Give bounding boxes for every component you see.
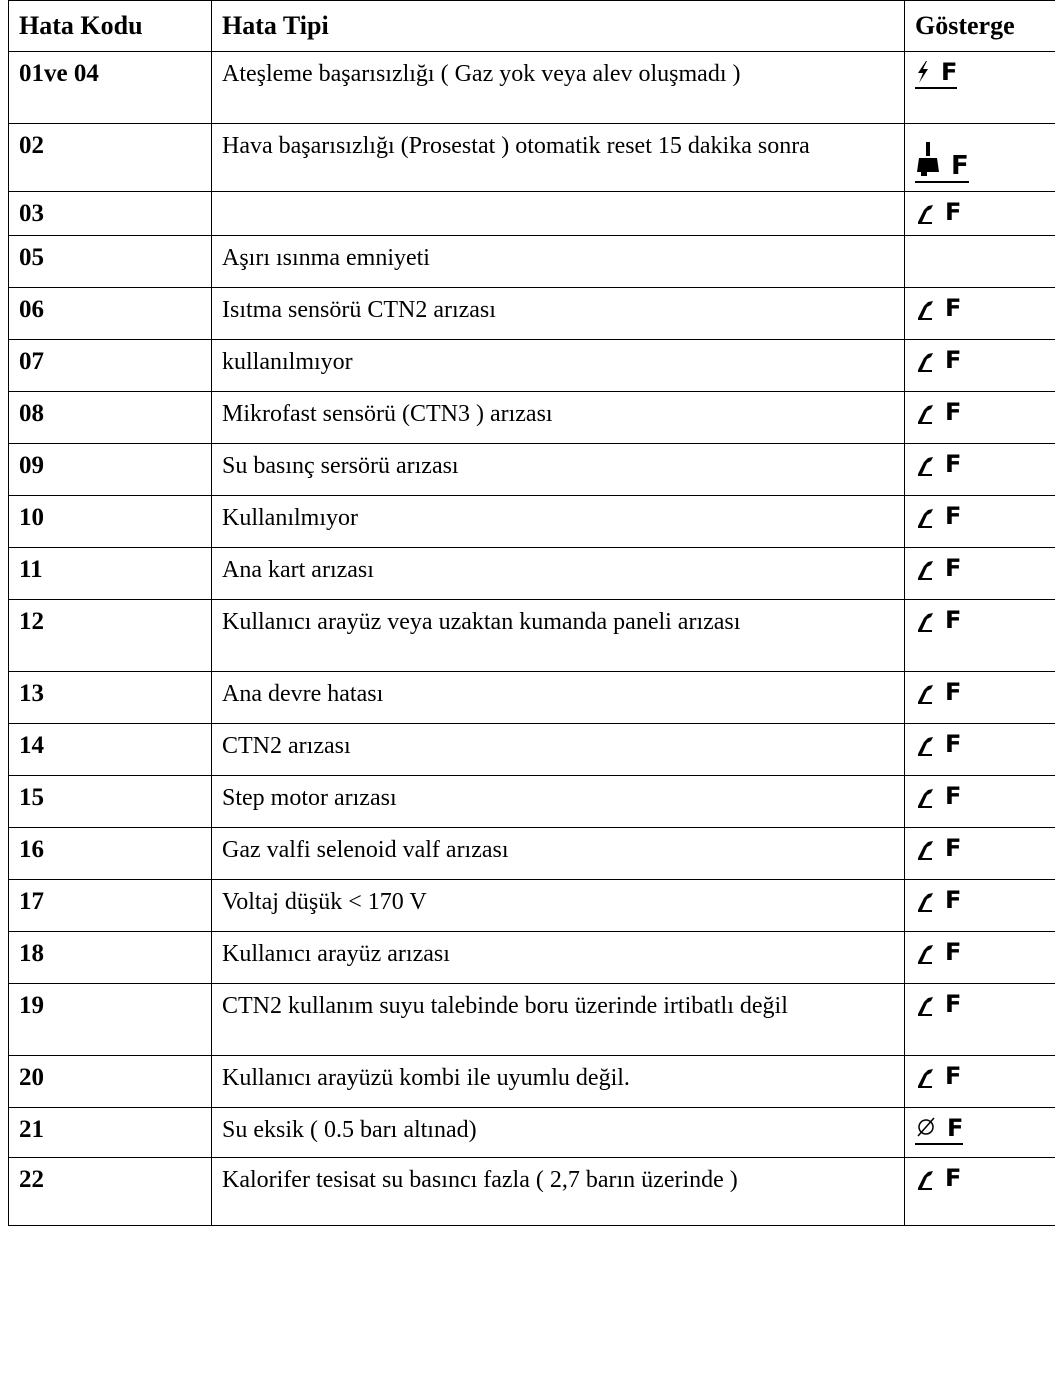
indicator-cell xyxy=(905,444,1055,496)
lightning-icon xyxy=(915,60,931,84)
error-type: CTN2 arızası xyxy=(212,724,905,776)
indicator-cell xyxy=(905,288,1055,340)
indicator-cell xyxy=(905,548,1055,600)
error-code: 20 xyxy=(9,1056,212,1108)
error-type: Ateşleme başarısızlığı ( Gaz yok veya alev oluşmadı ) xyxy=(212,52,905,124)
error-type: Aşırı ısınma emniyeti xyxy=(212,236,905,288)
indicator-display xyxy=(915,294,961,320)
table-row xyxy=(9,1056,1055,1108)
indicator-cell xyxy=(905,1158,1055,1226)
indicator-letter: F xyxy=(945,782,962,810)
header-type: Hata Tipi xyxy=(212,1,905,52)
error-code: 07 xyxy=(9,340,212,392)
indicator-display xyxy=(915,834,961,860)
indicator-letter: F xyxy=(945,886,962,914)
error-code: 06 xyxy=(9,288,212,340)
indicator-letter: F xyxy=(945,398,962,426)
indicator-letter: F xyxy=(945,938,962,966)
indicator-cell xyxy=(905,880,1055,932)
header-indicator: Gösterge xyxy=(905,1,1055,52)
indicator-display xyxy=(915,450,961,476)
indicator-cell xyxy=(905,776,1055,828)
indicator-display xyxy=(915,782,961,808)
wrench-icon xyxy=(915,402,935,424)
indicator-letter: F xyxy=(945,1062,962,1090)
indicator-letter: F xyxy=(945,554,962,582)
error-code: 09 xyxy=(9,444,212,496)
wrench-icon xyxy=(915,350,935,372)
indicator-cell xyxy=(905,828,1055,880)
indicator-cell xyxy=(905,932,1055,984)
indicator-display xyxy=(915,938,961,964)
indicator-display xyxy=(915,678,961,704)
indicator-display xyxy=(915,990,961,1016)
wrench-icon xyxy=(915,942,935,964)
error-type: Su basınç sersörü arızası xyxy=(212,444,905,496)
error-code: 18 xyxy=(9,932,212,984)
indicator-letter: F xyxy=(947,1114,964,1142)
indicator-cell xyxy=(905,672,1055,724)
error-code: 21 xyxy=(9,1108,212,1158)
error-type: Su eksik ( 0.5 barı altınad) xyxy=(212,1108,905,1158)
error-type: Kullanıcı arayüzü kombi ile uyumlu değil. xyxy=(212,1056,905,1108)
indicator-cell xyxy=(905,124,1055,192)
table-row xyxy=(9,1158,1055,1226)
indicator-display xyxy=(915,346,961,372)
error-code: 10 xyxy=(9,496,212,548)
error-code: 11 xyxy=(9,548,212,600)
indicator-letter: F xyxy=(945,606,962,634)
error-code: 15 xyxy=(9,776,212,828)
table-row xyxy=(9,724,1055,776)
indicator-display xyxy=(915,58,957,89)
indicator-display xyxy=(915,1062,961,1088)
error-type: Ana devre hatası xyxy=(212,672,905,724)
indicator-display xyxy=(915,554,961,580)
error-type: Step motor arızası xyxy=(212,776,905,828)
error-code: 16 xyxy=(9,828,212,880)
wrench-icon xyxy=(915,558,935,580)
error-code: 02 xyxy=(9,124,212,192)
indicator-letter: F xyxy=(945,990,962,1018)
error-type: Ana kart arızası xyxy=(212,548,905,600)
indicator-letter: F xyxy=(945,834,962,862)
error-code: 12 xyxy=(9,600,212,672)
error-code: 17 xyxy=(9,880,212,932)
indicator-letter: F xyxy=(945,1164,962,1192)
indicator-letter: F xyxy=(945,198,962,226)
indicator-letter: F xyxy=(941,58,958,86)
error-code: 05 xyxy=(9,236,212,288)
error-type: Kullanılmıyor xyxy=(212,496,905,548)
error-code: 03 xyxy=(9,192,212,236)
indicator-display xyxy=(915,730,961,756)
indicator-letter: F xyxy=(945,502,962,530)
error-type: Kalorifer tesisat su basıncı fazla ( 2,7 barın üzerinde ) xyxy=(212,1158,905,1226)
error-type: CTN2 kullanım suyu talebinde boru üzerinde irtibatlı değil xyxy=(212,984,905,1056)
wrench-icon xyxy=(915,1066,935,1088)
error-code: 13 xyxy=(9,672,212,724)
error-type: Isıtma sensörü CTN2 arızası xyxy=(212,288,905,340)
header-row xyxy=(9,1,1055,52)
table-row xyxy=(9,288,1055,340)
table-row xyxy=(9,600,1055,672)
indicator-cell xyxy=(905,600,1055,672)
table-row xyxy=(9,1108,1055,1158)
table-row xyxy=(9,828,1055,880)
wrench-icon xyxy=(915,202,935,224)
indicator-display xyxy=(915,886,961,912)
error-code: 01ve 04 xyxy=(9,52,212,124)
wrench-icon xyxy=(915,506,935,528)
indicator-cell xyxy=(905,52,1055,124)
table-row xyxy=(9,340,1055,392)
wrench-icon xyxy=(915,1168,935,1190)
indicator-cell xyxy=(905,192,1055,236)
indicator-cell xyxy=(905,1056,1055,1108)
indicator-letter: F xyxy=(945,294,962,322)
wrench-icon xyxy=(915,786,935,808)
table-row xyxy=(9,124,1055,192)
indicator-display xyxy=(915,398,961,424)
indicator-cell xyxy=(905,1108,1055,1158)
error-code: 22 xyxy=(9,1158,212,1226)
wrench-icon xyxy=(915,298,935,320)
error-type: Gaz valfi selenoid valf arızası xyxy=(212,828,905,880)
error-code: 08 xyxy=(9,392,212,444)
error-type: Kullanıcı arayüz veya uzaktan kumanda paneli arızası xyxy=(212,600,905,672)
error-code-table xyxy=(8,0,1055,1226)
indicator-cell xyxy=(905,724,1055,776)
indicator-display xyxy=(915,1164,961,1190)
indicator-letter: F xyxy=(945,346,962,374)
error-type: kullanılmıyor xyxy=(212,340,905,392)
table-row xyxy=(9,444,1055,496)
table-row xyxy=(9,496,1055,548)
table-row xyxy=(9,932,1055,984)
indicator-letter: F xyxy=(945,730,962,758)
table-row xyxy=(9,392,1055,444)
indicator-display xyxy=(915,502,961,528)
wrench-icon xyxy=(915,734,935,756)
indicator-display xyxy=(915,198,961,224)
indicator-display xyxy=(915,130,969,183)
error-type: Voltaj düşük < 170 V xyxy=(212,880,905,932)
indicator-cell xyxy=(905,984,1055,1056)
table-row xyxy=(9,672,1055,724)
empty-pressure-icon xyxy=(915,1116,937,1140)
error-type xyxy=(212,192,905,236)
wrench-icon xyxy=(915,454,935,476)
error-type: Mikrofast sensörü (CTN3 ) arızası xyxy=(212,392,905,444)
fan-icon xyxy=(915,142,941,178)
wrench-icon xyxy=(915,994,935,1016)
wrench-icon xyxy=(915,610,935,632)
error-type: Kullanıcı arayüz arızası xyxy=(212,932,905,984)
indicator-cell xyxy=(905,496,1055,548)
table-row xyxy=(9,776,1055,828)
table-row xyxy=(9,192,1055,236)
table-row xyxy=(9,52,1055,124)
table-row xyxy=(9,548,1055,600)
error-code: 14 xyxy=(9,724,212,776)
header-code: Hata Kodu xyxy=(9,1,212,52)
table-row xyxy=(9,984,1055,1056)
wrench-icon xyxy=(915,838,935,860)
indicator-display xyxy=(915,1114,963,1145)
indicator-cell xyxy=(905,392,1055,444)
table-row xyxy=(9,880,1055,932)
error-code: 19 xyxy=(9,984,212,1056)
indicator-cell xyxy=(905,236,1055,288)
indicator-cell xyxy=(905,340,1055,392)
indicator-letter: F xyxy=(951,151,969,181)
table-row xyxy=(9,236,1055,288)
error-type: Hava başarısızlığı (Prosestat ) otomatik reset 15 dakika sonra xyxy=(212,124,905,192)
wrench-icon xyxy=(915,682,935,704)
indicator-letter: F xyxy=(945,678,962,706)
indicator-letter: F xyxy=(945,450,962,478)
indicator-display xyxy=(915,606,961,632)
wrench-icon xyxy=(915,890,935,912)
